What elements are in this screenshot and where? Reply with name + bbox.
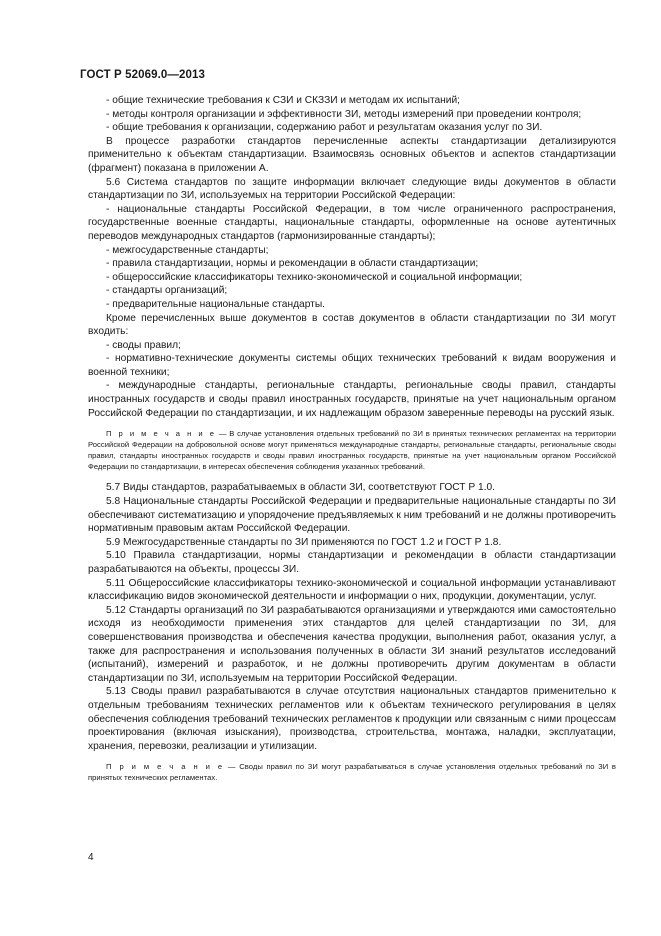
list-item: - правила стандартизации, нормы и рекомендации в области стандартизации; [106,258,479,270]
list-item: - национальные стандарты Российской Федерации, в том числе ограниченного распространения, государственные военные стандарты, национальные стандарты, оформленные на основе аутентичных переводов международных стандартов (гармонизированные стандарты); [88,203,616,242]
section-5-13: 5.13 Своды правил разрабатываются в случае отсутствия национальных стандартов применительно к отдельным требованиям технических регламентов или к объектам технического регулирования в целях обеспечения соблюдения требований технических регламентов к продукции или связанным с ними процессам проектирования (включая изыскания), производства, строительства, монтажа, наладки, эксплуатации, хранения, перевозки, реализации и утилизации. [88,686,616,752]
list-item: - общие технические требования к СЗИ и СКЗЗИ и методам их испытаний; [106,95,460,106]
section-5-8: 5.8 Национальные стандарты Российской Федерации и предварительные национальные стандарты по ЗИ обеспечивают систематизацию и упорядочение предъявляемых к ним требований и не должны противоречить нормативным правовым актам Российской Федерации. [88,496,616,535]
list-item: - нормативно-технические документы системы общих технических требований к видам вооружения и военной техники; [88,353,616,378]
list-item: - общие требования к организации, содержанию работ и результатам оказания услуг по ЗИ. [106,122,543,134]
paragraph: В процессе разработки стандартов перечисленные аспекты стандартизации детализируются применительно к объектам стандартизации. Взаимосвязь основных объектов и аспектов стандартизации (фрагмент) показана в приложении А. [88,135,616,174]
note-text: — В случае установления отдельных требований по ЗИ в принятых технических регламентах на территории Российской Федерации на добровольной основе могут применяться международные стандарты, региональные стандарты, региональные своды правил, стандарты иностранных государств и своды правил иностранных государств, принятые на учет национальным органом Российской Федерации по стандартизации, в интересах обеспечения соблюдения указанных требований. [88,429,616,471]
paragraph: 5.6 Система стандартов по защите информации включает следующие виды документов в области стандартизации по ЗИ, используемых на территории Российской Федерации: [88,176,616,202]
section-5-11: 5.11 Общероссийские классификаторы технико-экономической и социальной информации устанавливают классификацию видов экономической деятельности и информации о них, продукции, документации, услуг. [88,577,616,603]
section-5-9: 5.9 Межгосударственные стандарты по ЗИ применяются по ГОСТ 1.2 и ГОСТ Р 1.8. [106,536,502,548]
list-item: - своды правил; [106,339,181,351]
document-header: ГОСТ Р 52069.0—2013 [80,69,205,81]
section-5-7: 5.7 Виды стандартов, разрабатываемых в области ЗИ, соответствуют ГОСТ Р 1.0. [106,482,495,494]
note-label: П р и м е ч а н и е [106,762,225,772]
page-number: 4 [88,852,94,863]
note [88,762,616,784]
list-item: - предварительные национальные стандарты. [106,298,325,310]
note-label: П р и м е ч а н и е [106,429,217,439]
list-item: - межгосударственные стандарты; [106,244,269,256]
note-text: — Своды правил по ЗИ могут разрабатываться в случае установления отдельных требований по ЗИ в принятых технических регламентах. [88,762,616,783]
section-5-12: 5.12 Стандарты организаций по ЗИ разрабатываются организациями и утверждаются ими самостоятельно исходя из необходимости применения этих стандартов для целей стандартизации по ЗИ, для совершенствования производства и обеспечения качества продукции, выполнения работ, оказания услуг, а также для распространения и использования полученных в области ЗИ знаний результатов исследований (испытаний), измерений и разработок, и не должны противоречить другим документам в области стандартизации по ЗИ, используемым на территории Российской Федерации. [88,604,616,684]
list-item: - стандарты организаций; [106,285,228,297]
paragraph: Кроме перечисленных выше документов в состав документов в области стандартизации по ЗИ могут входить: [88,312,616,338]
document-body [88,94,616,784]
note [88,429,616,472]
list-item: - международные стандарты, региональные стандарты, региональные своды правил, стандарты иностранных государств и своды правил иностранных государств, принятые на учет национальным органом Российской Федерации по стандартизации, и их надлежащим образом заверенные переводы на русский язык. [88,380,616,419]
section-5-10: 5.10 Правила стандартизации, нормы стандартизации и рекомендации в области стандартизации разрабатываются на объекты, процессы ЗИ. [88,550,616,575]
list-item: - общероссийские классификаторы технико-экономической и социальной информации; [106,271,523,283]
list-item: - методы контроля организации и эффективности ЗИ, методы измерений при проведении контроля; [106,108,582,120]
